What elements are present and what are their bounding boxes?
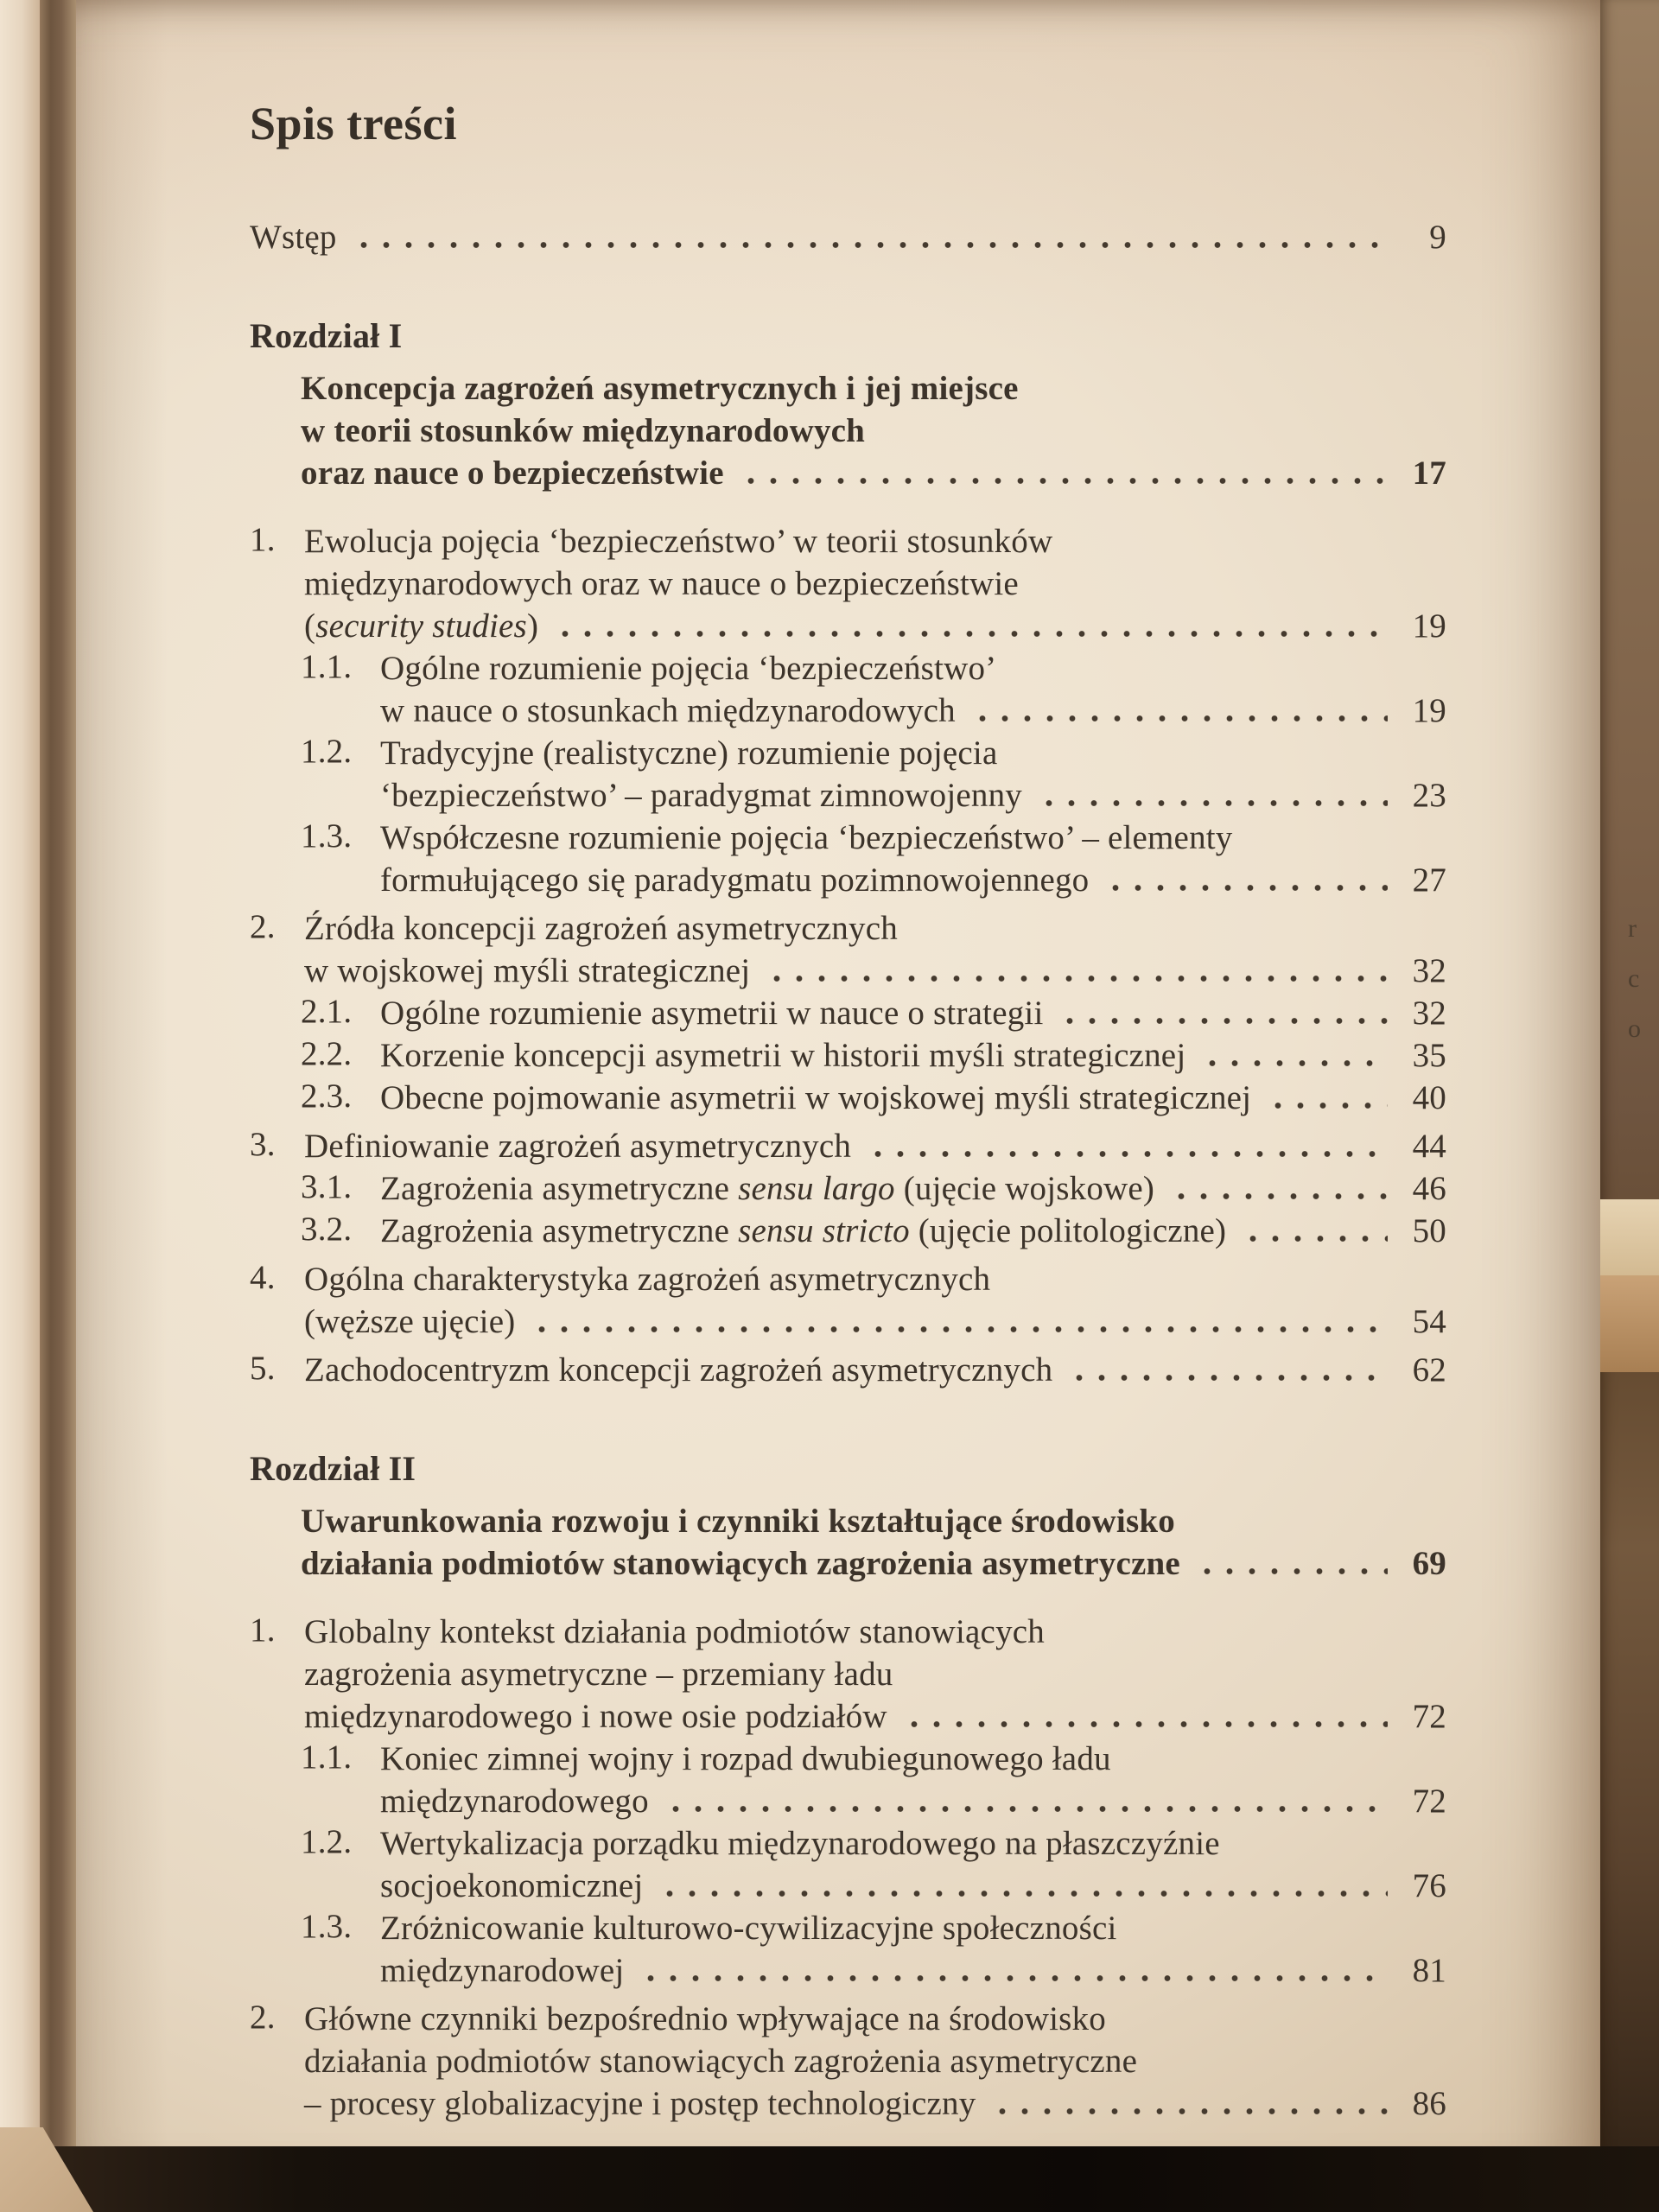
toc-item bbox=[250, 1125, 1446, 1167]
toc-line bbox=[301, 410, 1446, 452]
dot-leader bbox=[1101, 859, 1388, 901]
text-segment: Korzenie koncepcji asymetrii w historii myśli strategicznej bbox=[380, 1037, 1186, 1074]
text-segment: Zróżnicowanie kulturowo-cywilizacyjne społeczności bbox=[380, 1910, 1117, 1947]
toc-line bbox=[304, 2082, 1446, 2125]
entry-number: 3. bbox=[250, 1126, 276, 1163]
text-segment: Obecne pojmowanie asymetrii w wojskowej myśli strategicznej bbox=[380, 1079, 1252, 1116]
toc-item bbox=[250, 1167, 1446, 1210]
toc-line bbox=[380, 1034, 1446, 1077]
page-number: 76 bbox=[1412, 1867, 1446, 1904]
toc-line-text bbox=[301, 412, 865, 449]
page-number: 23 bbox=[1412, 777, 1446, 814]
toc-row bbox=[250, 1125, 1446, 1167]
toc-line bbox=[304, 1300, 1446, 1343]
text-segment: Główne czynniki bezpośrednio wpływające na środowisko bbox=[304, 2000, 1106, 2037]
dot-leader bbox=[527, 1300, 1388, 1343]
toc-line bbox=[380, 817, 1446, 859]
entry-number: 2. bbox=[250, 1999, 276, 2036]
page-number: 69 bbox=[1412, 1545, 1446, 1582]
edge-letter: r bbox=[1628, 914, 1637, 943]
entry-number: 3.2. bbox=[301, 1211, 353, 1248]
toc-line bbox=[380, 647, 1446, 690]
toc-line bbox=[304, 563, 1446, 605]
text-segment: socjoekonomicznej bbox=[380, 1867, 644, 1904]
toc-line bbox=[380, 1077, 1446, 1119]
page-number: 19 bbox=[1412, 607, 1446, 645]
toc-row bbox=[250, 216, 1446, 258]
text-segment: Koniec zimnej wojny i rozpad dwubiegunowego ładu bbox=[380, 1740, 1111, 1777]
toc-line bbox=[301, 1542, 1446, 1585]
toc-row bbox=[250, 992, 1446, 1034]
text-segment: ‘bezpieczeństwo’ – paradygmat zimnowojenny bbox=[380, 777, 1022, 814]
edge-letter: c bbox=[1628, 964, 1640, 993]
toc-item bbox=[250, 817, 1446, 901]
toc-line bbox=[380, 1167, 1446, 1210]
entry-body bbox=[301, 367, 1446, 494]
toc-line bbox=[250, 216, 1446, 258]
page-number: 72 bbox=[1412, 1783, 1446, 1820]
text-segment: Zachodocentryzm koncepcji zagrożeń asymetrycznych bbox=[304, 1351, 1053, 1389]
toc-row bbox=[250, 1998, 1446, 2125]
toc-line-text bbox=[304, 1125, 851, 1167]
toc-row bbox=[250, 647, 1446, 732]
page-number: 19 bbox=[1412, 692, 1446, 729]
toc-line bbox=[380, 732, 1446, 774]
toc-item bbox=[250, 1034, 1446, 1077]
text-segment: w teorii stosunków międzynarodowych bbox=[301, 412, 866, 449]
page-stack-edge bbox=[1600, 0, 1659, 2212]
toc-line-text bbox=[380, 734, 997, 772]
page-number: 46 bbox=[1412, 1170, 1446, 1207]
toc-row bbox=[250, 1077, 1446, 1119]
entry-number: 2.1. bbox=[301, 993, 353, 1030]
text-segment: w wojskowej myśli strategicznej bbox=[304, 952, 751, 989]
toc-row bbox=[250, 732, 1446, 817]
toc-chapter bbox=[250, 312, 1446, 494]
text-segment: Ogólna charakterystyka zagrożeń asymetrycznych bbox=[304, 1261, 991, 1298]
left-page-edge bbox=[0, 0, 40, 2212]
entry-number: 2.2. bbox=[301, 1035, 353, 1072]
dot-leader bbox=[1198, 1034, 1388, 1077]
toc-line-text bbox=[380, 1865, 643, 1907]
page-number: 32 bbox=[1412, 995, 1446, 1032]
italic-phrase: security studies bbox=[315, 607, 527, 645]
toc-item bbox=[250, 1907, 1446, 1992]
toc-row bbox=[250, 1500, 1446, 1585]
toc-line bbox=[380, 1738, 1446, 1780]
entry-body bbox=[380, 817, 1446, 901]
entry-body bbox=[304, 1349, 1446, 1391]
entry-body bbox=[250, 216, 1446, 258]
toc-item bbox=[250, 647, 1446, 732]
toc-line bbox=[380, 1907, 1446, 1949]
entry-number: 1. bbox=[250, 1611, 276, 1649]
entry-body bbox=[380, 1210, 1446, 1252]
text-segment: międzynarodowej bbox=[380, 1952, 625, 1989]
toc-line-text bbox=[380, 992, 1043, 1034]
toc-line-text bbox=[301, 452, 724, 494]
toc-item bbox=[250, 992, 1446, 1034]
toc-line-text bbox=[380, 1210, 1226, 1252]
toc-line bbox=[380, 859, 1446, 901]
dot-leader bbox=[1263, 1077, 1388, 1119]
entry-number: 1.2. bbox=[301, 1823, 353, 1860]
dot-leader bbox=[636, 1949, 1388, 1992]
toc-line-text bbox=[250, 216, 337, 258]
toc-line-text bbox=[304, 2000, 1106, 2037]
toc-line-text bbox=[304, 2043, 1137, 2080]
text-segment: (ujęcie politologiczne) bbox=[909, 1212, 1227, 1249]
page-number: 40 bbox=[1412, 1079, 1446, 1116]
toc-item bbox=[250, 907, 1446, 992]
dot-leader bbox=[736, 452, 1388, 494]
toc-line bbox=[380, 1780, 1446, 1822]
text-segment: Ewolucja pojęcia ‘bezpieczeństwo’ w teorii stosunków bbox=[304, 523, 1053, 560]
text-segment: Tradycyjne (realistyczne) rozumienie pojęcia bbox=[380, 734, 998, 772]
toc-line-text bbox=[380, 774, 1022, 817]
toc-line bbox=[304, 1695, 1446, 1738]
toc-item bbox=[250, 732, 1446, 817]
toc-line bbox=[301, 452, 1446, 494]
entry-number: 1.1. bbox=[301, 1738, 353, 1776]
toc-line-text bbox=[380, 1167, 1154, 1210]
chapter-heading: Rozdział I bbox=[250, 316, 403, 355]
toc-line bbox=[304, 2040, 1446, 2082]
toc-line-text bbox=[380, 1034, 1185, 1077]
text-segment: w nauce o stosunkach międzynarodowych bbox=[380, 692, 956, 729]
entry-number: 5. bbox=[250, 1350, 276, 1387]
entry-body bbox=[380, 992, 1446, 1034]
adjacent-page-text-fragments bbox=[1628, 914, 1645, 1044]
text-segment: Zagrożenia asymetryczne bbox=[380, 1212, 739, 1249]
table-of-contents bbox=[250, 97, 1446, 2125]
page-edge-streak-light bbox=[1600, 1199, 1659, 1275]
toc-line-text bbox=[301, 1503, 1175, 1540]
entry-number: 1. bbox=[250, 521, 276, 558]
toc-line-text bbox=[304, 1261, 990, 1298]
entry-body bbox=[304, 1125, 1446, 1167]
page-number: 54 bbox=[1412, 1303, 1446, 1340]
dot-leader bbox=[1065, 1349, 1388, 1391]
entry-number: 2.3. bbox=[301, 1077, 353, 1115]
toc-line-text bbox=[301, 1542, 1180, 1585]
text-segment: Ogólne rozumienie pojęcia ‘bezpieczeństwo’ bbox=[380, 650, 997, 687]
toc-line bbox=[301, 1500, 1446, 1542]
toc-item bbox=[250, 1210, 1446, 1252]
text-segment: Źródła koncepcji zagrożeń asymetrycznych bbox=[304, 910, 898, 947]
toc-line-text bbox=[304, 1349, 1052, 1391]
dot-leader bbox=[863, 1125, 1388, 1167]
page-edge-streak-wood bbox=[1600, 1275, 1659, 1372]
toc-line bbox=[380, 690, 1446, 732]
entry-number: 1.3. bbox=[301, 1908, 353, 1945]
toc-line-text bbox=[380, 1949, 624, 1992]
toc-line bbox=[304, 1258, 1446, 1300]
toc-row bbox=[250, 1210, 1446, 1252]
toc-row bbox=[250, 1167, 1446, 1210]
page-number: 62 bbox=[1412, 1351, 1446, 1389]
text-segment: Definiowanie zagrożeń asymetrycznych bbox=[304, 1128, 852, 1165]
text-segment: (ujęcie wojskowe) bbox=[894, 1170, 1155, 1207]
entry-body bbox=[380, 1907, 1446, 1992]
text-segment: Współczesne rozumienie pojęcia ‘bezpieczeństwo’ – elementy bbox=[380, 819, 1233, 856]
text-segment: – procesy globalizacyjne i postęp technologiczny bbox=[304, 2085, 976, 2122]
toc-line bbox=[380, 1865, 1446, 1907]
toc-row bbox=[250, 520, 1446, 647]
toc-line bbox=[380, 1949, 1446, 1992]
toc-line-text bbox=[380, 859, 1089, 901]
entry-body bbox=[304, 907, 1446, 992]
toc-row bbox=[250, 1822, 1446, 1907]
toc-row bbox=[250, 1034, 1446, 1077]
toc-line-text bbox=[304, 2082, 976, 2125]
toc-line-text bbox=[304, 1300, 515, 1343]
toc-line bbox=[380, 774, 1446, 817]
entry-body bbox=[301, 1500, 1446, 1585]
toc-line bbox=[304, 1125, 1446, 1167]
entry-body bbox=[304, 520, 1446, 647]
toc-line-text bbox=[380, 1077, 1251, 1119]
toc-line-text bbox=[304, 565, 1019, 602]
entry-number: 1.3. bbox=[301, 817, 353, 855]
toc-line bbox=[304, 1611, 1446, 1653]
dot-leader bbox=[1055, 992, 1388, 1034]
text-segment: Uwarunkowania rozwoju i czynniki kształtujące środowisko bbox=[301, 1503, 1175, 1540]
dot-leader bbox=[349, 216, 1388, 258]
text-segment: oraz nauce o bezpieczeństwie bbox=[301, 454, 724, 492]
toc-row bbox=[250, 907, 1446, 992]
dot-leader bbox=[899, 1695, 1388, 1738]
toc-item bbox=[250, 1998, 1446, 2125]
italic-phrase: sensu largo bbox=[738, 1170, 895, 1207]
toc-item bbox=[250, 1258, 1446, 1343]
entry-body bbox=[304, 1611, 1446, 1738]
toc-line-text bbox=[304, 1613, 1045, 1650]
toc-row bbox=[250, 1611, 1446, 1738]
entry-body bbox=[380, 1077, 1446, 1119]
text-segment: ( bbox=[304, 607, 316, 645]
text-segment: działania podmiotów stanowiących zagrożenia asymetryczne bbox=[301, 1545, 1180, 1582]
page-number: 9 bbox=[1429, 219, 1446, 256]
toc-line bbox=[380, 1210, 1446, 1252]
entry-number: 3.1. bbox=[301, 1168, 353, 1205]
entry-number: 1.1. bbox=[301, 648, 353, 685]
toc-line-text bbox=[380, 1825, 1220, 1862]
toc-line-text bbox=[380, 690, 956, 732]
toc-line-text bbox=[304, 950, 750, 992]
entry-number: 2. bbox=[250, 908, 276, 945]
entry-body bbox=[304, 1258, 1446, 1343]
toc-line bbox=[304, 605, 1446, 647]
toc-line-text bbox=[304, 523, 1052, 560]
table-surface bbox=[0, 2146, 1659, 2212]
text-segment: Ogólne rozumienie asymetrii w nauce o strategii bbox=[380, 995, 1044, 1032]
spine-shadow bbox=[40, 0, 76, 2212]
toc-line bbox=[304, 1653, 1446, 1695]
page-number: 81 bbox=[1412, 1952, 1446, 1989]
toc-row bbox=[250, 1258, 1446, 1343]
text-segment: Zagrożenia asymetryczne bbox=[380, 1170, 739, 1207]
dot-leader bbox=[968, 690, 1388, 732]
text-segment: międzynarodowego bbox=[380, 1783, 649, 1820]
page-number: 17 bbox=[1412, 454, 1446, 492]
toc-item bbox=[250, 1738, 1446, 1822]
italic-phrase: sensu stricto bbox=[738, 1212, 910, 1249]
toc-row bbox=[250, 1907, 1446, 1992]
text-segment: Globalny kontekst działania podmiotów stanowiących bbox=[304, 1613, 1045, 1650]
toc-line bbox=[304, 950, 1446, 992]
toc-line bbox=[304, 520, 1446, 563]
entry-number: 4. bbox=[250, 1259, 276, 1296]
dot-leader bbox=[988, 2082, 1388, 2125]
toc-line-text bbox=[380, 819, 1233, 856]
toc-line-text bbox=[301, 370, 1019, 407]
toc-row bbox=[250, 1349, 1446, 1391]
text-segment: formułującego się paradygmatu pozimnowojennego bbox=[380, 861, 1090, 899]
page-number: 44 bbox=[1412, 1128, 1446, 1165]
page-number: 27 bbox=[1412, 861, 1446, 899]
text-segment: działania podmiotów stanowiących zagrożenia asymetryczne bbox=[304, 2043, 1138, 2080]
text-segment: Koncepcja zagrożeń asymetrycznych i jej miejsce bbox=[301, 370, 1019, 407]
toc-chapter bbox=[250, 1445, 1446, 1585]
toc-line-text bbox=[304, 605, 538, 647]
entry-body bbox=[380, 1738, 1446, 1822]
toc-row bbox=[250, 817, 1446, 901]
toc-entries bbox=[250, 216, 1446, 2125]
page-title: Spis treści bbox=[250, 98, 458, 149]
toc-line-text bbox=[380, 1780, 649, 1822]
dot-leader bbox=[1166, 1167, 1388, 1210]
entry-body bbox=[380, 1822, 1446, 1907]
dot-leader bbox=[661, 1780, 1388, 1822]
toc-item bbox=[250, 1077, 1446, 1119]
toc-line-text bbox=[380, 650, 996, 687]
toc-line-text bbox=[380, 1740, 1111, 1777]
page-number: 86 bbox=[1412, 2085, 1446, 2122]
dot-leader bbox=[1192, 1542, 1388, 1585]
toc-row bbox=[250, 1738, 1446, 1822]
chapter-heading: Rozdział II bbox=[250, 1449, 416, 1488]
toc-line-text bbox=[304, 1656, 893, 1693]
toc-line bbox=[301, 367, 1446, 410]
page-number: 35 bbox=[1412, 1037, 1446, 1074]
entry-body bbox=[304, 1998, 1446, 2125]
page-number: 72 bbox=[1412, 1698, 1446, 1735]
text-segment: zagrożenia asymetryczne – przemiany ładu bbox=[304, 1656, 893, 1693]
entry-body bbox=[380, 732, 1446, 817]
toc-line-text bbox=[304, 1695, 887, 1738]
toc-line-text bbox=[380, 1910, 1117, 1947]
edge-letter: o bbox=[1628, 1014, 1641, 1043]
toc-line bbox=[304, 907, 1446, 950]
toc-item bbox=[250, 216, 1446, 258]
toc-line bbox=[304, 1998, 1446, 2040]
text-segment: Wertykalizacja porządku międzynarodowego na płaszczyźnie bbox=[380, 1825, 1220, 1862]
dot-leader bbox=[762, 950, 1388, 992]
dot-leader bbox=[1034, 774, 1388, 817]
entry-body bbox=[380, 1034, 1446, 1077]
book-page bbox=[76, 0, 1602, 2212]
dot-leader bbox=[1238, 1210, 1388, 1252]
page-number: 32 bbox=[1412, 952, 1446, 989]
toc-line bbox=[304, 1349, 1446, 1391]
toc-item bbox=[250, 1349, 1446, 1391]
dot-leader bbox=[655, 1865, 1388, 1907]
toc-item bbox=[250, 1822, 1446, 1907]
toc-item bbox=[250, 1611, 1446, 1738]
text-segment: Wstęp bbox=[250, 219, 337, 256]
page-number: 50 bbox=[1412, 1212, 1446, 1249]
entry-body bbox=[380, 1167, 1446, 1210]
text-segment: międzynarodowego i nowe osie podziałów bbox=[304, 1698, 887, 1735]
text-segment: (węższe ujęcie) bbox=[304, 1303, 516, 1340]
toc-line-text bbox=[304, 910, 898, 947]
toc-line bbox=[380, 992, 1446, 1034]
entry-number: 1.2. bbox=[301, 733, 353, 770]
toc-row bbox=[250, 367, 1446, 494]
entry-body bbox=[380, 647, 1446, 732]
text-segment: ) bbox=[526, 607, 539, 645]
toc-line bbox=[380, 1822, 1446, 1865]
text-segment: międzynarodowych oraz w nauce o bezpieczeństwie bbox=[304, 565, 1019, 602]
toc-item bbox=[250, 520, 1446, 647]
dot-leader bbox=[550, 605, 1388, 647]
